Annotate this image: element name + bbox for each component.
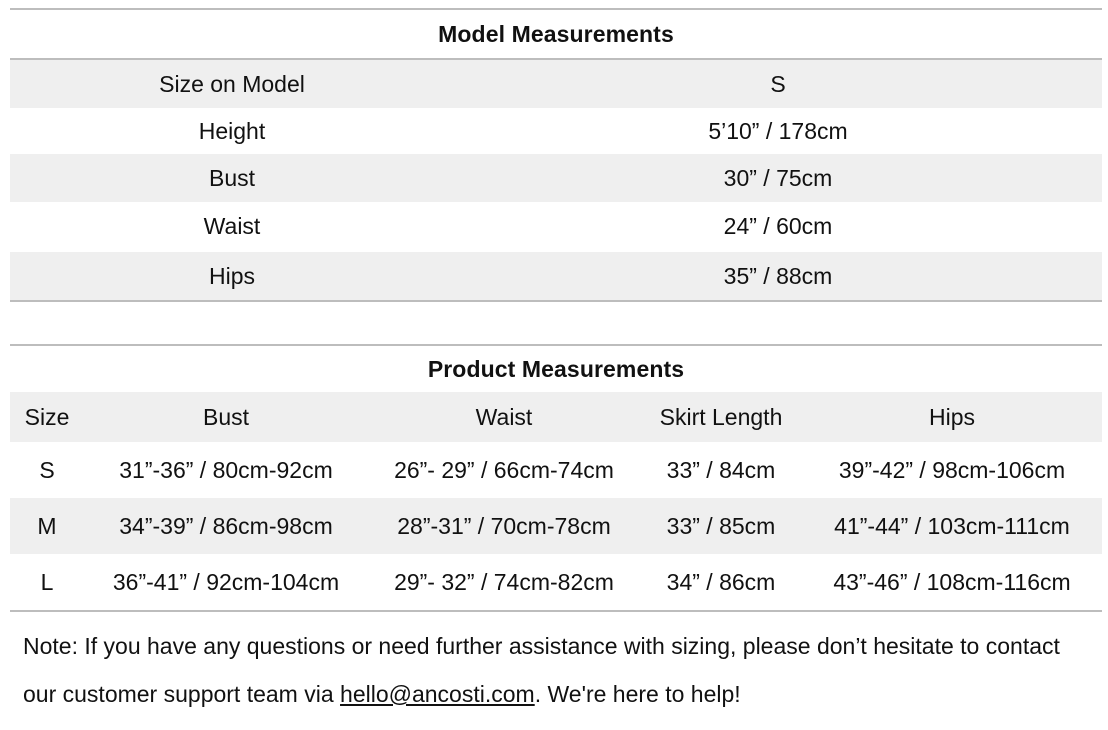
model-row-label: Size on Model: [159, 70, 305, 97]
sizing-note: [23, 622, 1093, 718]
model-row-label: Bust: [208, 164, 256, 191]
column-header-bust: Bust: [202, 403, 250, 430]
product-header-row: [10, 392, 1102, 442]
waist-cell: 29”- 32” / 74cm-82cm: [394, 568, 614, 595]
table-row: [10, 154, 1102, 202]
support-email-link[interactable]: hello@ancosti.com: [340, 681, 535, 707]
table-row: [10, 60, 1102, 108]
note-text-end: . We're here to help!: [534, 681, 741, 707]
note-text: Note: If you have any questions or need further assistance with sizing, please don’t hesitate to contact our customer support team via: [23, 633, 1060, 707]
waist-cell: 28”-31” / 70cm-78cm: [397, 512, 611, 539]
column-header-skirt-length: Skirt Length: [659, 403, 783, 430]
size-cell: S: [39, 456, 55, 483]
model-row-value: 35” / 88cm: [723, 262, 833, 289]
table-row: [10, 252, 1102, 300]
waist-cell: 26”- 29” / 66cm-74cm: [394, 456, 614, 483]
model-row-value: 5’10” / 178cm: [708, 117, 848, 144]
bust-cell: 31”-36” / 80cm-92cm: [119, 456, 333, 483]
column-header-size: Size: [24, 403, 70, 430]
table-bottom-rule: [10, 610, 1102, 612]
skirt-length-cell: 34” / 86cm: [666, 568, 776, 595]
bust-cell: 34”-39” / 86cm-98cm: [119, 512, 333, 539]
model-row-value: 24” / 60cm: [723, 212, 833, 239]
table-row: [10, 108, 1102, 154]
hips-cell: 43”-46” / 108cm-116cm: [833, 568, 1071, 595]
model-measurements-table: [10, 8, 1102, 304]
bust-cell: 36”-41” / 92cm-104cm: [112, 568, 340, 595]
table-row: [10, 202, 1102, 250]
product-measurements-table: [10, 344, 1102, 612]
table-row: [10, 498, 1102, 554]
size-cell: L: [40, 568, 54, 595]
product-table-title: Product Measurements: [427, 355, 685, 382]
column-header-waist: Waist: [475, 403, 533, 430]
size-cell: M: [37, 512, 57, 539]
table-bottom-rule: [10, 300, 1102, 302]
table-row: [10, 554, 1102, 610]
model-row-value: 30” / 75cm: [723, 164, 833, 191]
column-header-hips: Hips: [928, 403, 975, 430]
hips-cell: 41”-44” / 103cm-111cm: [834, 512, 1070, 539]
model-row-value: S: [770, 70, 786, 97]
model-table-title: Model Measurements: [438, 20, 674, 47]
skirt-length-cell: 33” / 85cm: [666, 512, 776, 539]
skirt-length-cell: 33” / 84cm: [666, 456, 776, 483]
hips-cell: 39”-42” / 98cm-106cm: [838, 456, 1066, 483]
model-row-label: Hips: [208, 262, 255, 289]
model-row-label: Height: [198, 117, 266, 144]
model-row-label: Waist: [203, 212, 261, 239]
table-row: [10, 442, 1102, 498]
